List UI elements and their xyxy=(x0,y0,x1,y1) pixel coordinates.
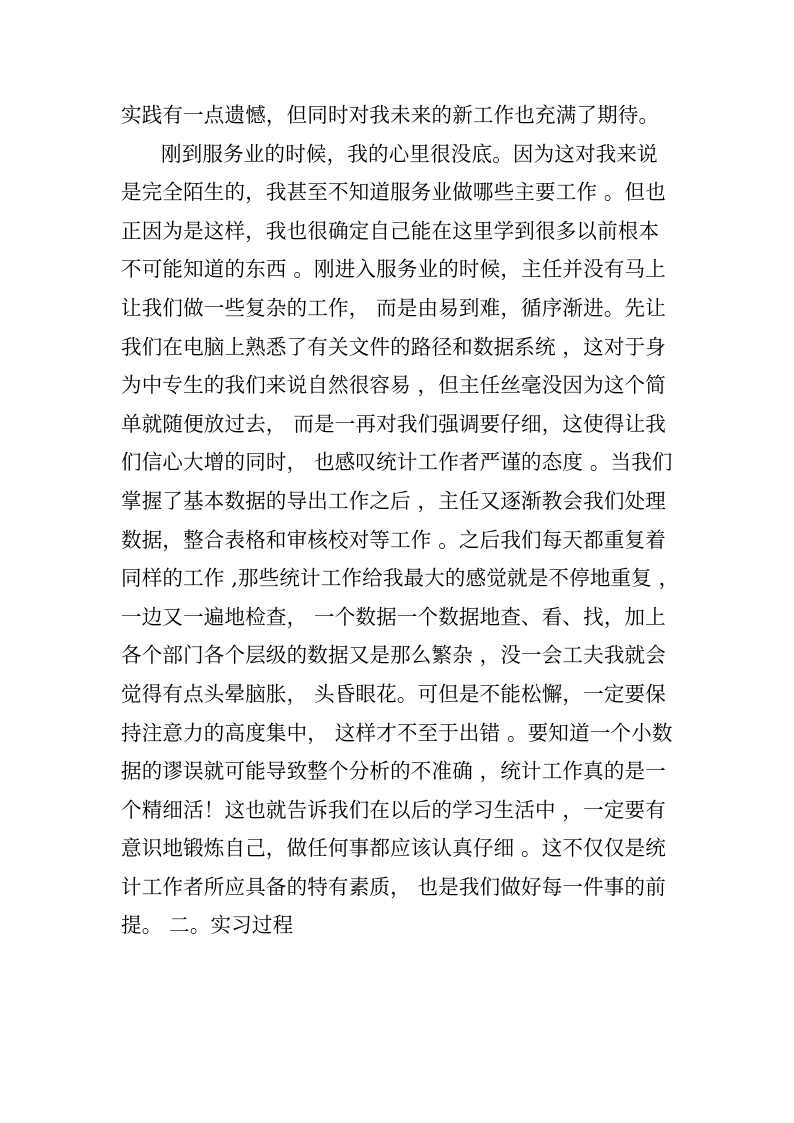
text-line: 是完全陌生的，我甚至不知道服务业做哪些主要工作 。但也 xyxy=(121,180,666,205)
text-line: 同样的工作 ,那些统计工作给我最大的感觉就是不停地重复 ， xyxy=(121,566,680,591)
text-line: 我们在电脑上熟悉了有关文件的路径和数据系统 ，这对于身 xyxy=(121,334,666,359)
text-line: 持注意力的高度集中， 这样才不至于出错 。要知道一个小数 xyxy=(121,720,673,745)
text-line: 为中专生的我们来说自然很容易 ，但主任丝毫没因为这个简 xyxy=(121,373,666,398)
text-line: 实践有一点遗憾，但同时对我未来的新工作也充满了期待。 xyxy=(121,103,660,127)
text-line: 据的谬误就可能导致整个分析的不准确 ，统计工作真的是一 xyxy=(121,759,666,784)
text-line: 数据，整合表格和审核校对等工作 。之后我们每天都重复着 xyxy=(121,527,666,552)
body-text xyxy=(121,96,681,945)
paragraph-first-line: 刚到服务业的时候，我的心里很没底。因为这对我来说 xyxy=(161,141,658,166)
text-line: 单就随便放过去， 而是一再对我们强调要仔细，这使得让我 xyxy=(121,411,666,436)
section-heading-line: 提。 二。实习过程 xyxy=(121,913,294,938)
text-line: 正因为是这样，我也很确定自己能在这里学到很多以前根本 xyxy=(121,218,660,243)
text-line: 个精细活！这也就告诉我们在以后的学习生活中 ，一定要有 xyxy=(121,797,666,822)
text-line: 一边又一遍地检查， 一个数据一个数据地查、看、找，加上 xyxy=(121,604,666,629)
text-line: 掌握了基本数据的导出工作之后 ，主任又逐渐教会我们处理 xyxy=(121,488,666,513)
text-line: 意识地锻炼自己，做任何事都应该认真仔细 。这不仅仅是统 xyxy=(121,836,666,861)
text-line: 各个部门各个层级的数据又是那么繁杂 ，没一会工夫我就会 xyxy=(121,643,666,668)
text-line: 让我们做一些复杂的工作， 而是由易到难，循序渐进。先让 xyxy=(121,295,666,320)
text-line: 计工作者所应具备的特有素质， 也是我们做好每一件事的前 xyxy=(121,874,666,899)
text-line: 们信心大增的同时， 也感叹统计工作者严谨的态度 。当我们 xyxy=(121,450,673,475)
text-line: 不可能知道的东西 。刚进入服务业的时候，主任并没有马上 xyxy=(121,257,666,282)
text-line: 觉得有点头晕脑胀， 头昏眼花。可但是不能松懈，一定要保 xyxy=(121,681,666,706)
